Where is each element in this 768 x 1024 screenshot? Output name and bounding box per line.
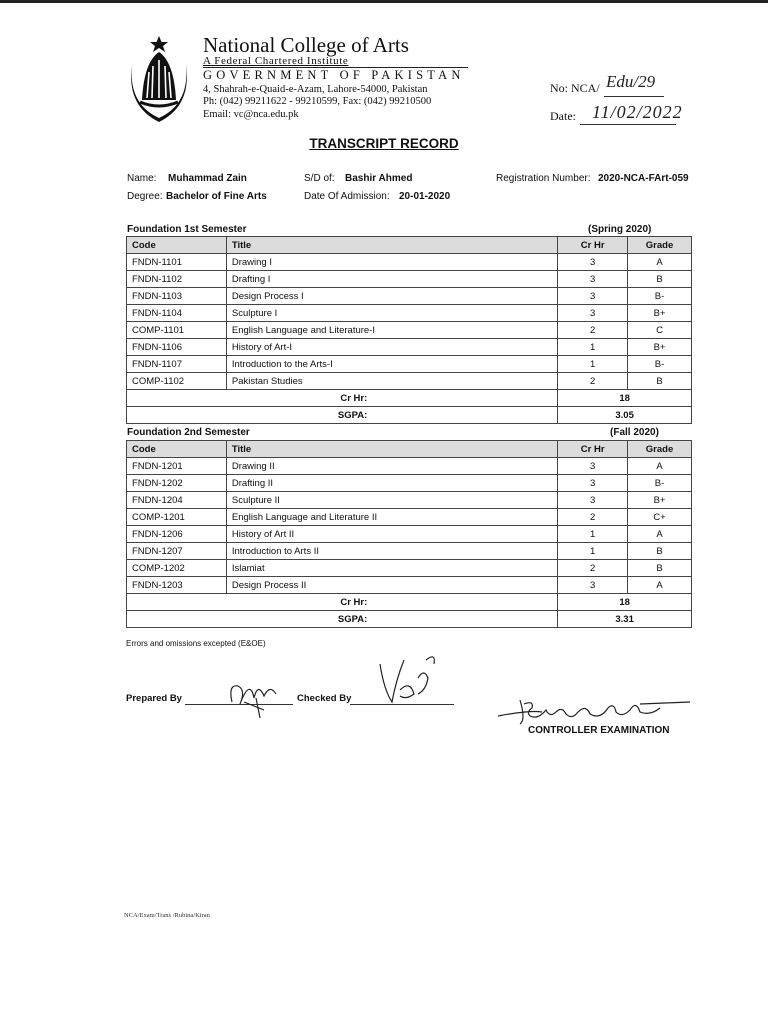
email: Email: vc@nca.edu.pk [203,109,299,120]
course-credit-hours: 3 [558,492,628,509]
table-row [127,322,692,339]
course-credit-hours: 2 [558,373,628,390]
total-credit-hours-value: 18 [558,390,692,407]
course-code: COMP-1201 [127,509,227,526]
title-header: Title [226,237,557,254]
course-grade: B- [628,475,692,492]
footer-reference: NCA/Exam/Trans /Rubina/Kiran [124,912,210,919]
table-row [127,526,692,543]
course-credit-hours: 3 [558,254,628,271]
course-code: FNDN-1103 [127,288,227,305]
course-title: History of Art II [226,526,557,543]
course-code: FNDN-1206 [127,526,227,543]
course-title: Drawing I [226,254,557,271]
course-code: FNDN-1201 [127,458,227,475]
course-title: Sculpture I [226,305,557,322]
ref-no-handwritten: Edu/29 [606,72,656,91]
document-title: TRANSCRIPT RECORD [309,136,459,151]
course-credit-hours: 3 [558,288,628,305]
controller-examination: CONTROLLER EXAMINATION [528,725,670,736]
course-code: FNDN-1202 [127,475,227,492]
table-row [127,339,692,356]
course-grade: B [628,560,692,577]
table-row [127,373,692,390]
total-credit-hours-label: Cr Hr: [127,594,558,611]
table-row [127,458,692,475]
semester-1-table [126,236,692,424]
title-header: Title [226,441,557,458]
sd-value: Bashir Ahmed [345,173,413,184]
admission-label: Date Of Admission: [304,191,390,202]
course-title: Sculpture II [226,492,557,509]
course-code: COMP-1101 [127,322,227,339]
course-credit-hours: 3 [558,458,628,475]
total-credit-hours-row [127,594,692,611]
course-credit-hours: 3 [558,305,628,322]
table-row [127,271,692,288]
course-code: FNDN-1107 [127,356,227,373]
semester-2-term: (Fall 2020) [610,427,659,438]
course-grade: A [628,526,692,543]
sgpa-value: 3.31 [558,611,692,628]
course-code: COMP-1202 [127,560,227,577]
table-row [127,509,692,526]
top-border [0,0,768,3]
course-code: FNDN-1203 [127,577,227,594]
course-grade: B [628,271,692,288]
course-credit-hours: 2 [558,509,628,526]
registration-number: 2020-NCA-FArt-059 [598,173,689,184]
grade-header: Grade [628,441,692,458]
prepared-by-label: Prepared By [126,693,182,704]
table-row [127,492,692,509]
course-credit-hours: 2 [558,560,628,577]
sgpa-value: 3.05 [558,407,692,424]
code-header: Code [127,441,227,458]
address: 4, Shahrah-e-Quaid-e-Azam, Lahore-54000, Pakistan [203,84,428,95]
course-credit-hours: 3 [558,475,628,492]
table-row [127,577,692,594]
college-logo [120,34,198,124]
course-title: Design Process II [226,577,557,594]
course-credit-hours: 3 [558,271,628,288]
table-row [127,543,692,560]
registration-label: Registration Number: [496,173,591,184]
ref-no-line [604,96,664,97]
course-title: Drafting I [226,271,557,288]
course-grade: C [628,322,692,339]
course-title: Islamiat [226,560,557,577]
sd-label: S/D of: [304,173,335,184]
prepared-by-signature [220,672,290,722]
table-header [127,237,692,254]
course-code: FNDN-1106 [127,339,227,356]
course-title: History of Art-I [226,339,557,356]
course-grade: B+ [628,305,692,322]
course-code: FNDN-1204 [127,492,227,509]
name-label: Name: [127,173,157,184]
grade-header: Grade [628,237,692,254]
table-row [127,475,692,492]
total-credit-hours-label: Cr Hr: [127,390,558,407]
college-name: National College of Arts [203,33,409,57]
course-credit-hours: 3 [558,577,628,594]
date-line [580,124,676,125]
course-grade: B [628,543,692,560]
crhr-header: Cr Hr [558,441,628,458]
course-title: English Language and Literature-I [226,322,557,339]
admission-date: 20-01-2020 [399,191,451,202]
semester-1-term: (Spring 2020) [588,224,652,235]
controller-signature [490,690,700,726]
course-credit-hours: 1 [558,526,628,543]
federal-charter: A Federal Chartered Institute [203,55,349,67]
course-credit-hours: 1 [558,356,628,373]
course-grade: A [628,254,692,271]
course-credit-hours: 1 [558,543,628,560]
semester-2-table [126,440,692,628]
crhr-header: Cr Hr [558,237,628,254]
table-row [127,254,692,271]
course-credit-hours: 2 [558,322,628,339]
sgpa-row [127,407,692,424]
course-code: COMP-1102 [127,373,227,390]
phone-fax: Ph: (042) 99211622 - 99210599, Fax: (042) 99210500 [203,96,432,107]
checked-by-label: Checked By [297,693,352,704]
course-title: Design Process I [226,288,557,305]
course-code: FNDN-1104 [127,305,227,322]
course-grade: B- [628,288,692,305]
course-grade: B- [628,356,692,373]
table-row [127,288,692,305]
course-code: FNDN-1101 [127,254,227,271]
course-grade: B [628,373,692,390]
course-title: English Language and Literature II [226,509,557,526]
semester-2-name: Foundation 2nd Semester [127,427,250,438]
ref-no-label: No: NCA/ [550,81,600,95]
government-line: GOVERNMENT OF PAKISTAN [203,68,465,82]
date-label: Date: [550,109,576,123]
degree-value: Bachelor of Fine Arts [166,191,267,202]
sgpa-row [127,611,692,628]
course-title: Introduction to the Arts-I [226,356,557,373]
course-code: FNDN-1102 [127,271,227,288]
course-title: Pakistan Studies [226,373,557,390]
course-grade: A [628,577,692,594]
course-title: Drawing II [226,458,557,475]
date-handwritten: 11/02/2022 [592,102,683,122]
student-name: Muhammad Zain [168,173,247,184]
course-code: FNDN-1207 [127,543,227,560]
eoe-note: Errors and omissions excepted (E&OE) [126,639,266,648]
course-grade: B+ [628,492,692,509]
course-title: Introduction to Arts II [226,543,557,560]
course-credit-hours: 1 [558,339,628,356]
table-row [127,356,692,373]
checked-by-signature [370,650,450,710]
semester-1-name: Foundation 1st Semester [127,224,247,235]
code-header: Code [127,237,227,254]
sgpa-label: SGPA: [127,407,558,424]
course-grade: C+ [628,509,692,526]
sgpa-label: SGPA: [127,611,558,628]
table-header [127,441,692,458]
course-grade: B+ [628,339,692,356]
table-row [127,560,692,577]
course-title: Drafting II [226,475,557,492]
course-grade: A [628,458,692,475]
degree-label: Degree: [127,191,163,202]
total-credit-hours-row [127,390,692,407]
total-credit-hours-value: 18 [558,594,692,611]
table-row [127,305,692,322]
